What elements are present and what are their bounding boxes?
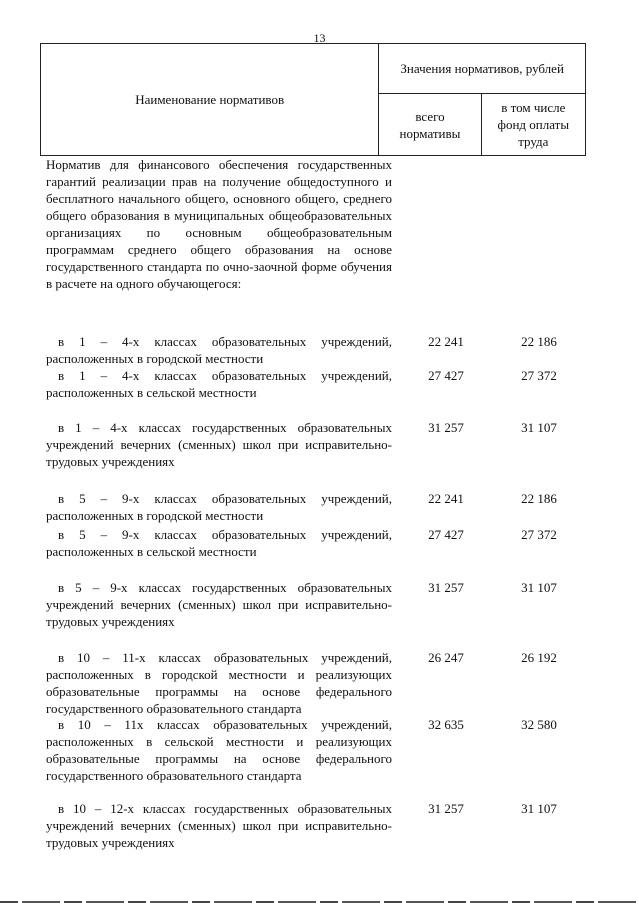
row-label: в 5 – 9-х классах образовательных учреждений, расположенных в сельской местности (46, 527, 392, 559)
row-total: 32 635 (428, 717, 464, 732)
row-label: в 10 – 11х классах образовательных учреждений, расположенных в сельской местности и реализующих образовательные программы на основе федерального государственного образовательного стандарта (46, 717, 392, 783)
row-label: в 5 – 9-х классах государственных образовательных учреждений вечерних (сменных) школ при исправительно-трудовых учреждениях (46, 580, 392, 629)
row-label: в 5 – 9-х классах образовательных учреждений, расположенных в городской местности (46, 491, 392, 523)
header-values-group: Значения нормативов, рублей (379, 44, 586, 94)
row-fund: 26 192 (521, 650, 557, 665)
row-label: в 1 – 4-х классах государственных образовательных учреждений вечерних (сменных) школ при исправительно-трудовых учреждениях (46, 420, 392, 469)
row-fund: 31 107 (521, 580, 557, 595)
row-fund: 31 107 (521, 801, 557, 816)
header-name-column: Наименование нормативов (41, 44, 379, 156)
row-total: 22 241 (428, 334, 464, 349)
row-total: 31 257 (428, 580, 464, 595)
row-total: 27 427 (428, 527, 464, 542)
row-label: в 1 – 4-х классах образовательных учреждений, расположенных в сельской местности (46, 368, 392, 400)
page-number: 13 (313, 31, 326, 45)
row-fund: 22 186 (521, 334, 557, 349)
row-label: в 10 – 12-х классах государственных образовательных учреждений вечерних (сменных) школ при исправительно-трудовых учреждениях (46, 801, 392, 850)
row-label: в 1 – 4-х классах образовательных учреждений, расположенных в городской местности (46, 334, 392, 366)
row-fund: 27 372 (521, 527, 557, 542)
intro-paragraph: Норматив для финансового обеспечения государственных гарантий реализации прав на получение общедоступного и бесплатного начального общего, основного общего, среднего общего образования в муниципальных общеобразовательных организациях по основным общеобразовательным программам среднего общего образования на основе государственного стандарта по очно-заочной форме обучения в расчете на одного обучающегося: (46, 157, 392, 291)
row-total: 31 257 (428, 420, 464, 435)
row-fund: 32 580 (521, 717, 557, 732)
row-total: 26 247 (428, 650, 464, 665)
row-total: 31 257 (428, 801, 464, 816)
row-total: 22 241 (428, 491, 464, 506)
header-fund-column: в том числе фонд оплаты труда (481, 94, 585, 156)
scan-edge-line (0, 901, 639, 903)
table-header (40, 43, 586, 156)
row-total: 27 427 (428, 368, 464, 383)
row-fund: 31 107 (521, 420, 557, 435)
row-label: в 10 – 11-х классах образовательных учреждений, расположенных в городской местности и реализующих образовательные программы на основе федерального государственного образовательного стандарта (46, 650, 392, 716)
row-fund: 27 372 (521, 368, 557, 383)
row-fund: 22 186 (521, 491, 557, 506)
header-total-column: всего нормативы (379, 94, 481, 156)
